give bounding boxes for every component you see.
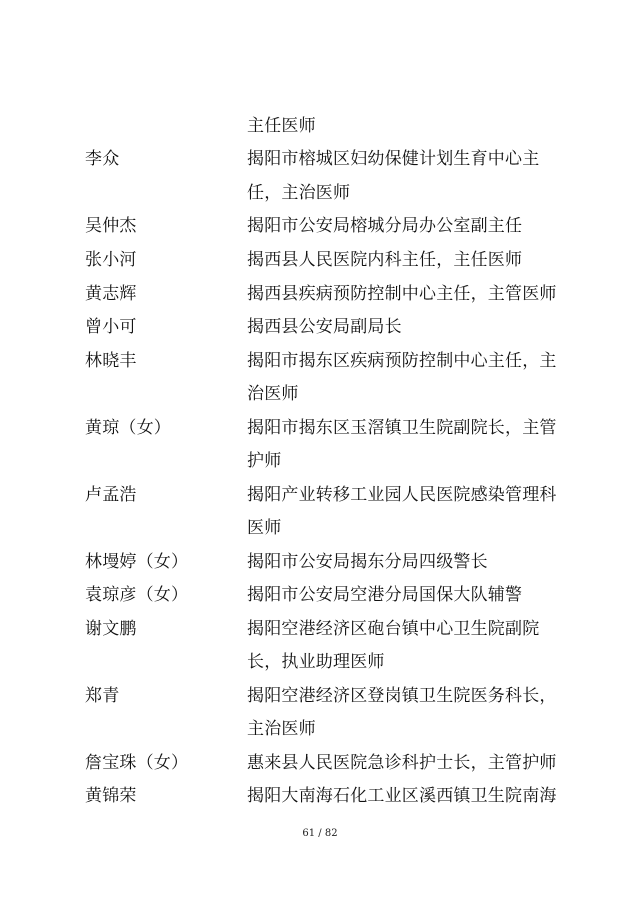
position-text: 惠来县人民医院急诊科护士长，主管护师: [247, 753, 557, 773]
position-text: 揭阳市公安局空港分局国保大队辅警: [247, 585, 523, 605]
person-name: 黄锦荣: [85, 786, 137, 806]
person-name: 李众: [85, 149, 120, 169]
position-text: 揭阳市榕城区妇幼保健计划生育中心主: [247, 149, 540, 169]
position-text: 揭阳产业转移工业园人民医院感染管理科: [247, 485, 557, 505]
position-text: 揭阳市公安局揭东分局四级警长: [247, 552, 488, 572]
person-name: 黄琼（女）: [85, 418, 171, 438]
person-name: 詹宝珠（女）: [85, 753, 189, 773]
position-text: 主治医师: [247, 719, 316, 739]
person-name: 林晓丰: [85, 351, 137, 371]
position-text: 主任医师: [247, 116, 316, 136]
position-text: 医师: [247, 518, 282, 538]
person-name: 谢文鹏: [85, 619, 137, 639]
position-text: 揭西县公安局副局长: [247, 317, 402, 337]
person-name: 郑青: [85, 686, 120, 706]
person-name: 吴仲杰: [85, 216, 137, 236]
position-text: 揭阳空港经济区砲台镇中心卫生院副院: [247, 619, 540, 639]
person-name: 黄志辉: [85, 284, 137, 304]
person-name: 林墁婷（女）: [85, 552, 189, 572]
person-name: 曾小可: [85, 317, 137, 337]
position-text: 治医师: [247, 384, 299, 404]
position-text: 护师: [247, 451, 282, 471]
position-text: 揭阳空港经济区登岗镇卫生院医务科长，: [247, 686, 557, 706]
position-text: 长，执业助理医师: [247, 652, 385, 672]
person-name: 袁琼彦（女）: [85, 585, 189, 605]
position-text: 揭阳市公安局榕城分局办公室副主任: [247, 216, 523, 236]
position-text: 揭阳市揭东区疾病预防控制中心主任，主: [247, 351, 557, 371]
position-text: 揭阳大南海石化工业区溪西镇卫生院南海: [247, 786, 557, 806]
position-text: 任，主治医师: [247, 183, 351, 203]
position-text: 揭阳市揭东区玉滘镇卫生院副院长，主管: [247, 418, 557, 438]
person-name: 张小河: [85, 250, 137, 270]
page-number: 61 / 82: [302, 828, 338, 839]
person-name: 卢孟浩: [85, 485, 137, 505]
position-text: 揭西县疾病预防控制中心主任，主管医师: [247, 284, 557, 304]
position-text: 揭西县人民医院内科主任，主任医师: [247, 250, 523, 270]
